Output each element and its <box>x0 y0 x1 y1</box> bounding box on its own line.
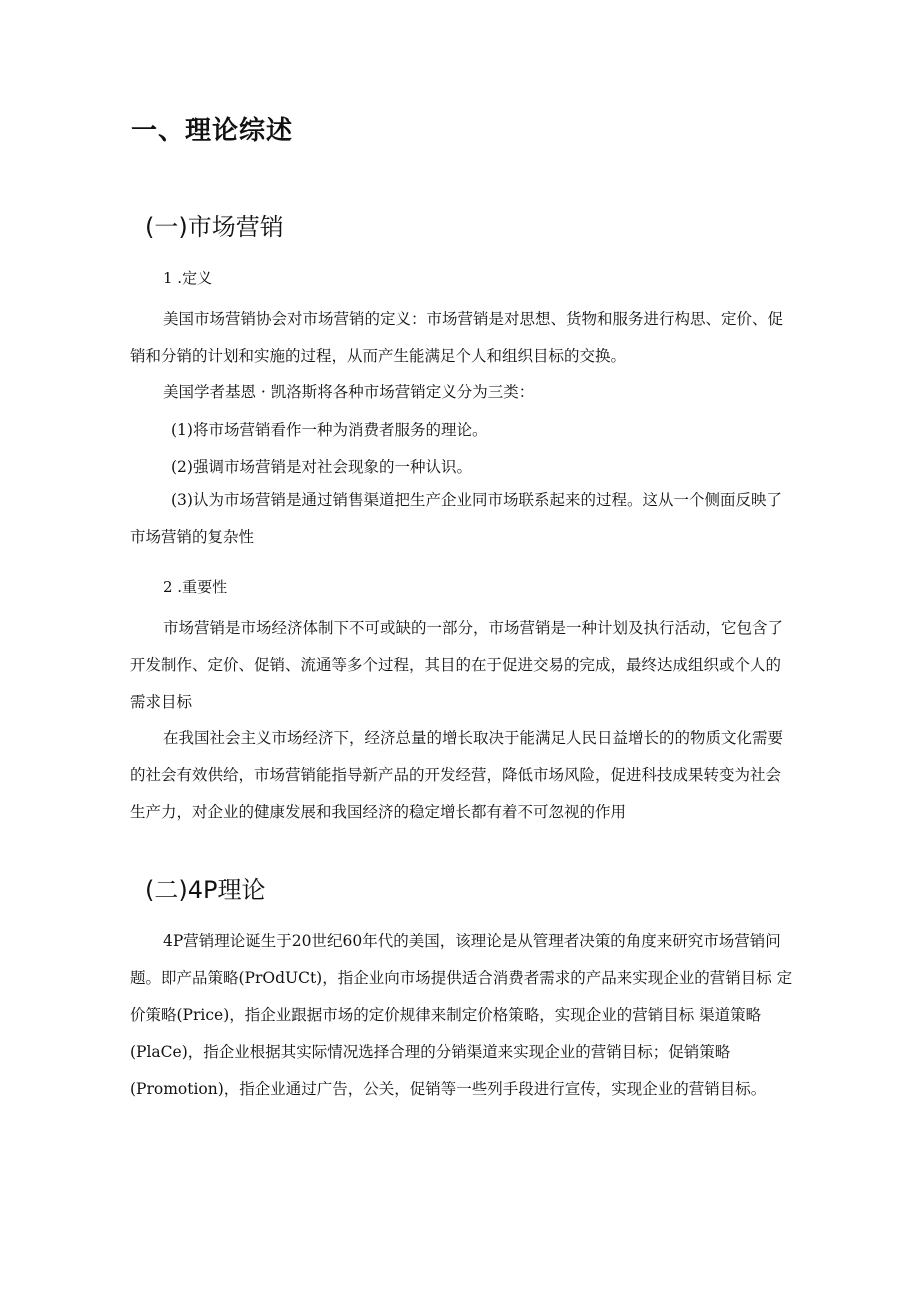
importance-paragraph-1: 市场营销是市场经济体制下不可或缺的一部分，市场营销是一种计划及执行活动，它包含了开发制作、定价、促销、流通等多个过程，其目的在于促进交易的完成，最终达成组织或个人的需求目标 <box>130 619 784 711</box>
importance-paragraph-2: 在我国社会主义市场经济下，经济总量的增长取决于能满足人民日益增长的的物质文化需要的社会有效供给，市场营销能指导新产品的开发经营，降低市场风险，促进科技成果转变为社会生产力，对企业的健康发展和我国经济的稳定增长都有着不可忽视的作用 <box>130 729 784 821</box>
classification-intro: 美国学者基恩 · 凯洛斯将各种市场营销定义分为三类： <box>163 383 535 401</box>
page-heading: 一、理论综述 <box>131 116 294 146</box>
list-item-2: (2)强调市场营销是对社会现象的一种认识。 <box>171 458 472 476</box>
section-2-title: (二)4P理论 <box>145 876 266 904</box>
section-1-title: (一)市场营销 <box>145 213 284 241</box>
4p-theory-paragraph: 4P营销理论诞生于20世纪60年代的美国，该理论是从管理者决策的角度来研究市场营销问题。即产品策略(PrOdUCt)，指企业向市场提供适合消费者需求的产品来实现企业的营销目标 定价策略(Price)，指企业跟据市场的定价规律来制定价格策略，实现企业的营销目标 渠道策略(PlaCe)，指企业根据其实际情况选择合理的分销渠道来实现企业的营销目标；促销策略(Promotion)，指企业通过广告，公关，促销等一些列手段进行宣传，实现企业的营销目标。 <box>130 932 793 1098</box>
definition-paragraph: 美国市场营销协会对市场营销的定义：市场营销是对思想、货物和服务进行构思、定价、促销和分销的计划和实施的过程，从而产生能满足个人和组织目标的交换。 <box>130 310 784 365</box>
subsection-2-title: 2 .重要性 <box>163 578 228 596</box>
subsection-1-title: 1 .定义 <box>163 269 213 287</box>
list-item-3: (3)认为市场营销是通过销售渠道把生产企业同市场联系起来的过程。这从一个侧面反映了市场营销的复杂性 <box>130 491 782 546</box>
list-item-1: (1)将市场营销看作一种为消费者服务的理论。 <box>171 421 488 439</box>
